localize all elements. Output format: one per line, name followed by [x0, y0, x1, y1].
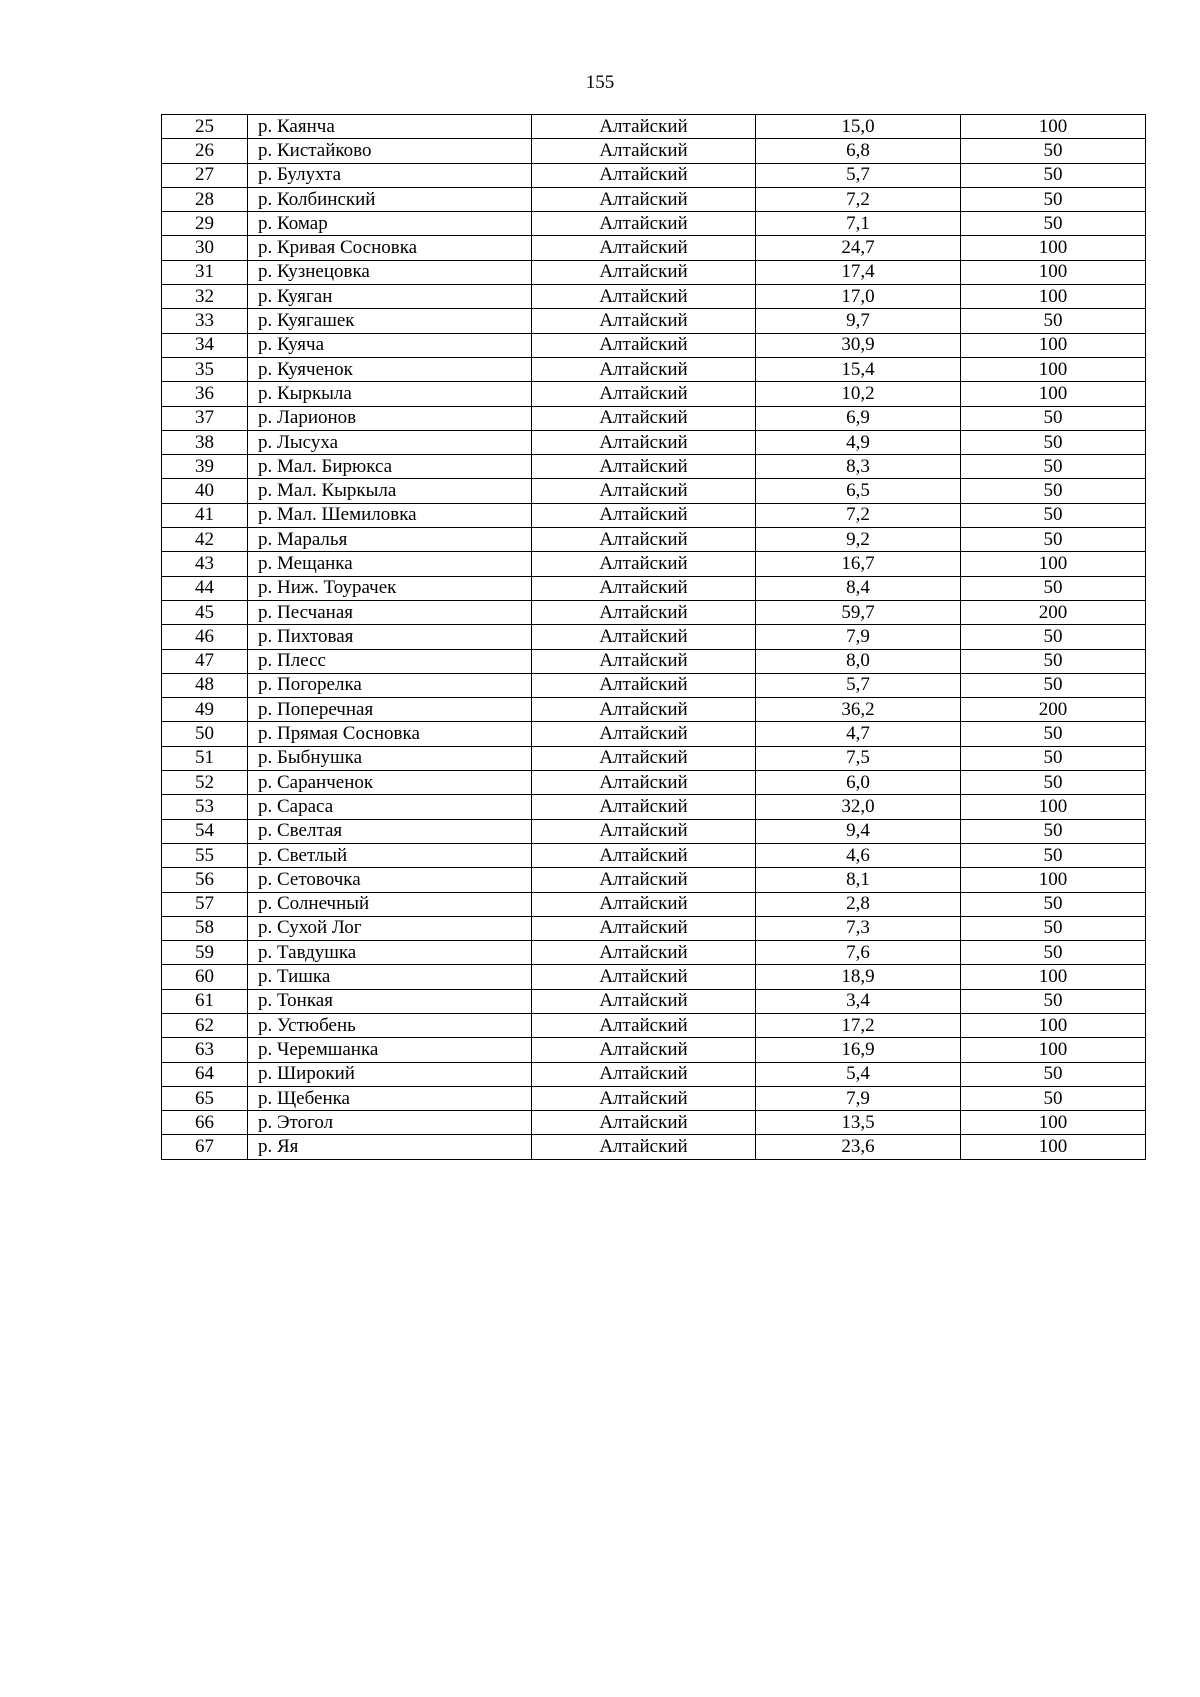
- table-row: [162, 115, 1146, 139]
- rivers-table: [161, 114, 1146, 1160]
- table-row: [162, 673, 1146, 697]
- protection-width-cell: 50: [961, 503, 1146, 527]
- length-cell: 7,2: [756, 187, 961, 211]
- length-cell: 16,9: [756, 1038, 961, 1062]
- length-cell: 30,9: [756, 333, 961, 357]
- row-number-cell: 37: [162, 406, 248, 430]
- length-cell: 4,9: [756, 430, 961, 454]
- river-name-cell: р. Кривая Сосновка: [248, 236, 532, 260]
- table-row: [162, 1062, 1146, 1086]
- district-cell: Алтайский: [532, 843, 756, 867]
- protection-width-cell: 50: [961, 309, 1146, 333]
- district-cell: Алтайский: [532, 576, 756, 600]
- district-cell: Алтайский: [532, 1013, 756, 1037]
- protection-width-cell: 50: [961, 722, 1146, 746]
- row-number-cell: 65: [162, 1086, 248, 1110]
- river-name-cell: р. Ларионов: [248, 406, 532, 430]
- table-row: [162, 357, 1146, 381]
- river-name-cell: р. Тишка: [248, 965, 532, 989]
- district-cell: Алтайский: [532, 965, 756, 989]
- row-number-cell: 55: [162, 843, 248, 867]
- length-cell: 9,2: [756, 528, 961, 552]
- table-row: [162, 649, 1146, 673]
- row-number-cell: 26: [162, 139, 248, 163]
- river-name-cell: р. Мещанка: [248, 552, 532, 576]
- protection-width-cell: 50: [961, 819, 1146, 843]
- district-cell: Алтайский: [532, 309, 756, 333]
- river-name-cell: р. Маралья: [248, 528, 532, 552]
- river-name-cell: р. Песчаная: [248, 600, 532, 624]
- table-row: [162, 382, 1146, 406]
- length-cell: 13,5: [756, 1111, 961, 1135]
- row-number-cell: 60: [162, 965, 248, 989]
- protection-width-cell: 50: [961, 163, 1146, 187]
- table-row: [162, 892, 1146, 916]
- table-row: [162, 941, 1146, 965]
- protection-width-cell: 50: [961, 576, 1146, 600]
- district-cell: Алтайский: [532, 528, 756, 552]
- table-row: [162, 819, 1146, 843]
- table-row: [162, 285, 1146, 309]
- river-name-cell: р. Плесс: [248, 649, 532, 673]
- row-number-cell: 63: [162, 1038, 248, 1062]
- table-row: [162, 479, 1146, 503]
- table-row: [162, 333, 1146, 357]
- protection-width-cell: 200: [961, 600, 1146, 624]
- district-cell: Алтайский: [532, 455, 756, 479]
- length-cell: 16,7: [756, 552, 961, 576]
- district-cell: Алтайский: [532, 1038, 756, 1062]
- table-row: [162, 746, 1146, 770]
- row-number-cell: 64: [162, 1062, 248, 1086]
- district-cell: Алтайский: [532, 892, 756, 916]
- row-number-cell: 59: [162, 941, 248, 965]
- river-name-cell: р. Ниж. Тоурачек: [248, 576, 532, 600]
- row-number-cell: 53: [162, 795, 248, 819]
- table-row: [162, 1013, 1146, 1037]
- table-row: [162, 139, 1146, 163]
- district-cell: Алтайский: [532, 479, 756, 503]
- protection-width-cell: 100: [961, 357, 1146, 381]
- district-cell: Алтайский: [532, 1111, 756, 1135]
- table-row: [162, 843, 1146, 867]
- row-number-cell: 48: [162, 673, 248, 697]
- protection-width-cell: 100: [961, 285, 1146, 309]
- river-name-cell: р. Тонкая: [248, 989, 532, 1013]
- length-cell: 8,0: [756, 649, 961, 673]
- protection-width-cell: 50: [961, 1062, 1146, 1086]
- row-number-cell: 40: [162, 479, 248, 503]
- protection-width-cell: 100: [961, 965, 1146, 989]
- district-cell: Алтайский: [532, 212, 756, 236]
- length-cell: 7,2: [756, 503, 961, 527]
- district-cell: Алтайский: [532, 333, 756, 357]
- length-cell: 7,9: [756, 625, 961, 649]
- table-row: [162, 576, 1146, 600]
- protection-width-cell: 100: [961, 868, 1146, 892]
- district-cell: Алтайский: [532, 649, 756, 673]
- river-name-cell: р. Куяченок: [248, 357, 532, 381]
- protection-width-cell: 50: [961, 528, 1146, 552]
- river-name-cell: р. Сетовочка: [248, 868, 532, 892]
- river-name-cell: р. Сухой Лог: [248, 916, 532, 940]
- row-number-cell: 25: [162, 115, 248, 139]
- protection-width-cell: 100: [961, 382, 1146, 406]
- protection-width-cell: 50: [961, 989, 1146, 1013]
- river-name-cell: р. Быбнушка: [248, 746, 532, 770]
- table-row: [162, 600, 1146, 624]
- protection-width-cell: 50: [961, 649, 1146, 673]
- length-cell: 5,7: [756, 673, 961, 697]
- river-name-cell: р. Куягашек: [248, 309, 532, 333]
- district-cell: Алтайский: [532, 795, 756, 819]
- river-name-cell: р. Комар: [248, 212, 532, 236]
- district-cell: Алтайский: [532, 673, 756, 697]
- protection-width-cell: 50: [961, 139, 1146, 163]
- row-number-cell: 36: [162, 382, 248, 406]
- length-cell: 59,7: [756, 600, 961, 624]
- table-row: [162, 868, 1146, 892]
- district-cell: Алтайский: [532, 115, 756, 139]
- row-number-cell: 45: [162, 600, 248, 624]
- length-cell: 7,5: [756, 746, 961, 770]
- district-cell: Алтайский: [532, 600, 756, 624]
- protection-width-cell: 50: [961, 187, 1146, 211]
- protection-width-cell: 100: [961, 333, 1146, 357]
- table-row: [162, 916, 1146, 940]
- district-cell: Алтайский: [532, 552, 756, 576]
- table-row: [162, 989, 1146, 1013]
- district-cell: Алтайский: [532, 819, 756, 843]
- row-number-cell: 34: [162, 333, 248, 357]
- length-cell: 7,1: [756, 212, 961, 236]
- river-name-cell: р. Куяган: [248, 285, 532, 309]
- river-name-cell: р. Мал. Бирюкса: [248, 455, 532, 479]
- river-name-cell: р. Пихтовая: [248, 625, 532, 649]
- district-cell: Алтайский: [532, 916, 756, 940]
- protection-width-cell: 100: [961, 795, 1146, 819]
- district-cell: Алтайский: [532, 357, 756, 381]
- protection-width-cell: 50: [961, 916, 1146, 940]
- length-cell: 6,0: [756, 771, 961, 795]
- river-name-cell: р. Светлый: [248, 843, 532, 867]
- length-cell: 36,2: [756, 698, 961, 722]
- district-cell: Алтайский: [532, 1062, 756, 1086]
- district-cell: Алтайский: [532, 868, 756, 892]
- page-number: 155: [585, 72, 615, 93]
- river-name-cell: р. Колбинский: [248, 187, 532, 211]
- protection-width-cell: 50: [961, 746, 1146, 770]
- row-number-cell: 51: [162, 746, 248, 770]
- protection-width-cell: 100: [961, 552, 1146, 576]
- row-number-cell: 46: [162, 625, 248, 649]
- river-name-cell: р. Поперечная: [248, 698, 532, 722]
- row-number-cell: 30: [162, 236, 248, 260]
- row-number-cell: 49: [162, 698, 248, 722]
- row-number-cell: 28: [162, 187, 248, 211]
- river-name-cell: р. Кузнецовка: [248, 260, 532, 284]
- district-cell: Алтайский: [532, 139, 756, 163]
- protection-width-cell: 50: [961, 892, 1146, 916]
- table-row: [162, 163, 1146, 187]
- table-row: [162, 552, 1146, 576]
- length-cell: 8,3: [756, 455, 961, 479]
- length-cell: 6,9: [756, 406, 961, 430]
- row-number-cell: 43: [162, 552, 248, 576]
- protection-width-cell: 50: [961, 479, 1146, 503]
- protection-width-cell: 50: [961, 843, 1146, 867]
- river-name-cell: р. Солнечный: [248, 892, 532, 916]
- river-name-cell: р. Каянча: [248, 115, 532, 139]
- river-name-cell: р. Кыркыла: [248, 382, 532, 406]
- table-row: [162, 260, 1146, 284]
- row-number-cell: 50: [162, 722, 248, 746]
- protection-width-cell: 100: [961, 1013, 1146, 1037]
- length-cell: 5,4: [756, 1062, 961, 1086]
- length-cell: 18,9: [756, 965, 961, 989]
- row-number-cell: 62: [162, 1013, 248, 1037]
- row-number-cell: 41: [162, 503, 248, 527]
- length-cell: 17,2: [756, 1013, 961, 1037]
- table-row: [162, 309, 1146, 333]
- length-cell: 9,7: [756, 309, 961, 333]
- row-number-cell: 57: [162, 892, 248, 916]
- length-cell: 7,3: [756, 916, 961, 940]
- length-cell: 9,4: [756, 819, 961, 843]
- protection-width-cell: 100: [961, 1135, 1146, 1159]
- table-row: [162, 1086, 1146, 1110]
- district-cell: Алтайский: [532, 382, 756, 406]
- district-cell: Алтайский: [532, 746, 756, 770]
- table-row: [162, 1111, 1146, 1135]
- protection-width-cell: 200: [961, 698, 1146, 722]
- district-cell: Алтайский: [532, 989, 756, 1013]
- row-number-cell: 38: [162, 430, 248, 454]
- row-number-cell: 29: [162, 212, 248, 236]
- row-number-cell: 39: [162, 455, 248, 479]
- row-number-cell: 66: [162, 1111, 248, 1135]
- river-name-cell: р. Булухта: [248, 163, 532, 187]
- row-number-cell: 31: [162, 260, 248, 284]
- district-cell: Алтайский: [532, 698, 756, 722]
- river-name-cell: р. Кистайково: [248, 139, 532, 163]
- row-number-cell: 52: [162, 771, 248, 795]
- river-name-cell: р. Широкий: [248, 1062, 532, 1086]
- river-name-cell: р. Яя: [248, 1135, 532, 1159]
- table-row: [162, 187, 1146, 211]
- table-row: [162, 212, 1146, 236]
- protection-width-cell: 50: [961, 406, 1146, 430]
- table-row: [162, 528, 1146, 552]
- river-name-cell: р. Сараса: [248, 795, 532, 819]
- protection-width-cell: 50: [961, 625, 1146, 649]
- length-cell: 4,7: [756, 722, 961, 746]
- protection-width-cell: 50: [961, 673, 1146, 697]
- row-number-cell: 58: [162, 916, 248, 940]
- length-cell: 17,4: [756, 260, 961, 284]
- length-cell: 6,5: [756, 479, 961, 503]
- rivers-table-body: [162, 115, 1146, 1160]
- length-cell: 15,4: [756, 357, 961, 381]
- protection-width-cell: 50: [961, 771, 1146, 795]
- district-cell: Алтайский: [532, 406, 756, 430]
- table-row: [162, 625, 1146, 649]
- protection-width-cell: 50: [961, 212, 1146, 236]
- length-cell: 7,9: [756, 1086, 961, 1110]
- row-number-cell: 44: [162, 576, 248, 600]
- table-row: [162, 1135, 1146, 1159]
- table-row: [162, 722, 1146, 746]
- length-cell: 32,0: [756, 795, 961, 819]
- river-name-cell: р. Свелтая: [248, 819, 532, 843]
- row-number-cell: 32: [162, 285, 248, 309]
- row-number-cell: 54: [162, 819, 248, 843]
- length-cell: 4,6: [756, 843, 961, 867]
- district-cell: Алтайский: [532, 187, 756, 211]
- protection-width-cell: 50: [961, 430, 1146, 454]
- district-cell: Алтайский: [532, 236, 756, 260]
- protection-width-cell: 50: [961, 941, 1146, 965]
- table-row: [162, 795, 1146, 819]
- protection-width-cell: 100: [961, 260, 1146, 284]
- row-number-cell: 35: [162, 357, 248, 381]
- district-cell: Алтайский: [532, 722, 756, 746]
- protection-width-cell: 100: [961, 115, 1146, 139]
- river-name-cell: р. Прямая Сосновка: [248, 722, 532, 746]
- protection-width-cell: 100: [961, 236, 1146, 260]
- row-number-cell: 56: [162, 868, 248, 892]
- river-name-cell: р. Этогол: [248, 1111, 532, 1135]
- row-number-cell: 42: [162, 528, 248, 552]
- length-cell: 24,7: [756, 236, 961, 260]
- length-cell: 3,4: [756, 989, 961, 1013]
- row-number-cell: 61: [162, 989, 248, 1013]
- length-cell: 7,6: [756, 941, 961, 965]
- river-name-cell: р. Черемшанка: [248, 1038, 532, 1062]
- table-row: [162, 698, 1146, 722]
- district-cell: Алтайский: [532, 260, 756, 284]
- river-name-cell: р. Куяча: [248, 333, 532, 357]
- river-name-cell: р. Лысуха: [248, 430, 532, 454]
- district-cell: Алтайский: [532, 941, 756, 965]
- district-cell: Алтайский: [532, 285, 756, 309]
- length-cell: 5,7: [756, 163, 961, 187]
- length-cell: 15,0: [756, 115, 961, 139]
- row-number-cell: 67: [162, 1135, 248, 1159]
- protection-width-cell: 50: [961, 455, 1146, 479]
- protection-width-cell: 100: [961, 1038, 1146, 1062]
- protection-width-cell: 50: [961, 1086, 1146, 1110]
- protection-width-cell: 100: [961, 1111, 1146, 1135]
- length-cell: 2,8: [756, 892, 961, 916]
- table-row: [162, 455, 1146, 479]
- district-cell: Алтайский: [532, 771, 756, 795]
- row-number-cell: 47: [162, 649, 248, 673]
- river-name-cell: р. Тавдушка: [248, 941, 532, 965]
- length-cell: 17,0: [756, 285, 961, 309]
- length-cell: 6,8: [756, 139, 961, 163]
- table-row: [162, 406, 1146, 430]
- row-number-cell: 27: [162, 163, 248, 187]
- river-name-cell: р. Погорелка: [248, 673, 532, 697]
- table-row: [162, 965, 1146, 989]
- district-cell: Алтайский: [532, 430, 756, 454]
- river-name-cell: р. Саранченок: [248, 771, 532, 795]
- river-name-cell: р. Мал. Кыркыла: [248, 479, 532, 503]
- length-cell: 8,4: [756, 576, 961, 600]
- district-cell: Алтайский: [532, 503, 756, 527]
- table-row: [162, 503, 1146, 527]
- table-row: [162, 1038, 1146, 1062]
- length-cell: 23,6: [756, 1135, 961, 1159]
- table-row: [162, 430, 1146, 454]
- river-name-cell: р. Щебенка: [248, 1086, 532, 1110]
- district-cell: Алтайский: [532, 1135, 756, 1159]
- table-row: [162, 771, 1146, 795]
- row-number-cell: 33: [162, 309, 248, 333]
- length-cell: 10,2: [756, 382, 961, 406]
- district-cell: Алтайский: [532, 625, 756, 649]
- river-name-cell: р. Мал. Шемиловка: [248, 503, 532, 527]
- district-cell: Алтайский: [532, 163, 756, 187]
- table-row: [162, 236, 1146, 260]
- district-cell: Алтайский: [532, 1086, 756, 1110]
- length-cell: 8,1: [756, 868, 961, 892]
- river-name-cell: р. Устюбень: [248, 1013, 532, 1037]
